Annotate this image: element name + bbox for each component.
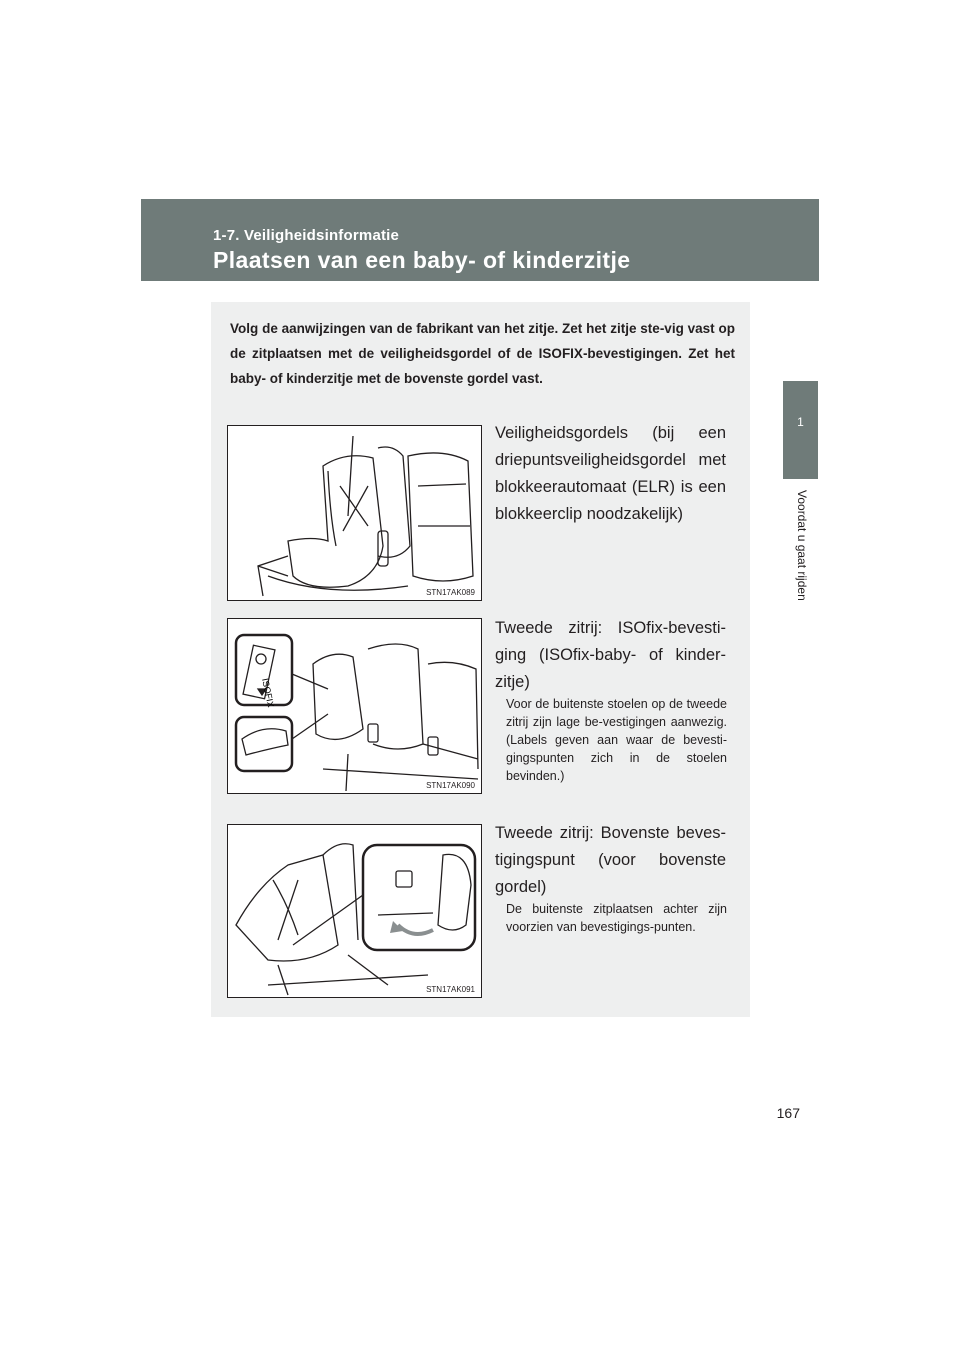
chapter-tab-number: 1 (797, 415, 804, 429)
chapter-label: Voordat u gaat rijden (795, 490, 809, 601)
figure-code: STN17AK089 (426, 588, 475, 597)
item-description-top-tether: De buitenste zitplaatsen achter zijn voorzien van bevestigings-punten. (506, 902, 727, 934)
arrow-icon (398, 925, 433, 934)
isofix-label: ISOFIX (260, 677, 276, 709)
figure-code: STN17AK091 (426, 985, 475, 994)
child-seat-illustration (228, 426, 481, 600)
top-tether-illustration (228, 825, 481, 997)
figure-seatbelt-child-seat (227, 425, 482, 601)
item-title-seatbelt: Veiligheidsgordels (bij een driepuntsveiligheidsgordel met blokkeerautomaat (ELR) is een blokkeerclip noodzakelijk) (495, 424, 726, 523)
item-title-top-tether: Tweede zitrij: Bovenste beves-tigingspunt (voor bovenste gordel) (495, 824, 726, 896)
page-title: Plaatsen van een baby- of kinderzitje (213, 247, 631, 273)
figure-code: STN17AK090 (426, 781, 475, 790)
content-box (211, 302, 750, 1017)
item-title-isofix: Tweede zitrij: ISOfix-bevesti-ging (ISOfix-baby- of kinder-zitje) (495, 619, 726, 691)
section-label: 1-7. Veiligheidsinformatie (213, 227, 400, 244)
header-band (141, 199, 819, 281)
isofix-illustration (228, 619, 481, 793)
figure-isofix (227, 618, 482, 794)
figure-top-tether (227, 824, 482, 998)
chapter-tab[interactable] (783, 381, 818, 479)
intro-text: Volg de aanwijzingen van de fabrikant van het zitje. Zet het zitje ste-vig vast op de zitplaatsen met de veiligheidsgordel of de ISOFIX-bevestigingen. Zet het baby- of kinderzitje met de bovenste gordel vast. (230, 321, 735, 386)
page-number: 167 (776, 1105, 800, 1121)
item-description-isofix: Voor de buitenste stoelen op de tweede zitrij zijn lage be-vestigingen aanwezig. (Labels geven aan waar de bevesti-gingspunten zich in de stoelen bevinden.) (506, 697, 727, 783)
